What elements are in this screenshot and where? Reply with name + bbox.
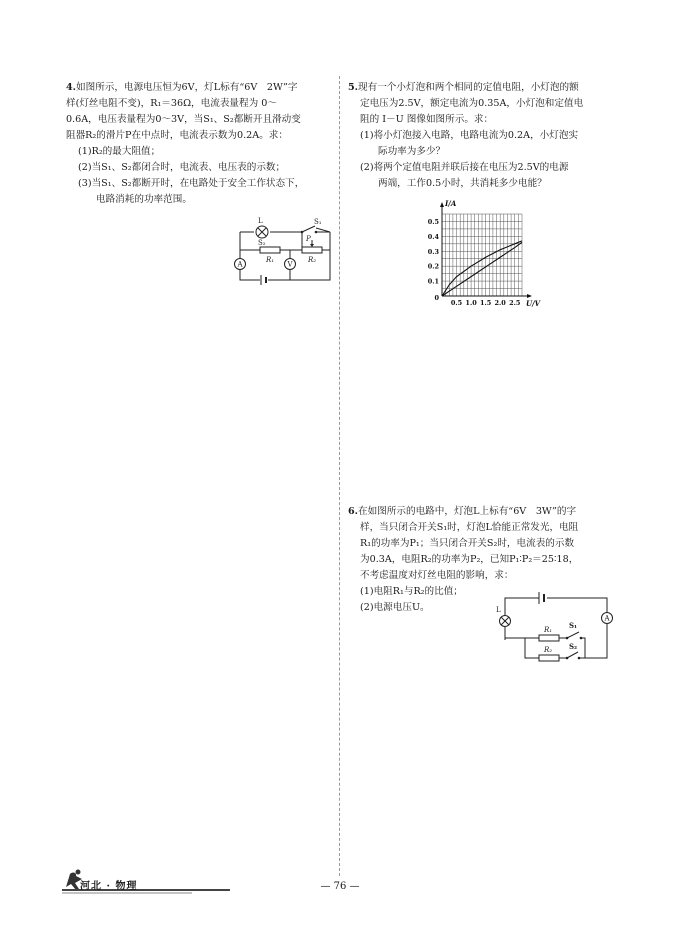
q4-label-voltmeter: V (287, 260, 293, 269)
question-4-line (66, 80, 334, 96)
question-5-line: 定电压为2.5V，额定电流为0.35A，小灯泡和定值电 (360, 98, 584, 109)
footer-brand: 河北 · 物理 (80, 881, 138, 892)
question-5-part-1: (1)将小灯泡接入电路，电路电流为0.2A，小灯泡实 (360, 130, 579, 141)
question-5-part-2-cont: 两端，工作0.5小时，共消耗多少电能？ (378, 178, 547, 189)
q4-label-s1: S₁ (314, 218, 322, 226)
question-4-line: 0.6A，电压表量程为0～3V，当S₁、S₂都断开且滑动变 (66, 114, 301, 125)
question-4-part-3-cont: 电路消耗的功率范围。 (96, 194, 192, 205)
question-6-line: 不考虑温度对灯丝电阻的影响，求： (360, 570, 514, 581)
q6-label-r1: R₁ (544, 626, 553, 634)
resistor-r1-icon (260, 247, 280, 253)
question-4-line: 阻器R₂的滑片P在中点时，电流表示数为0.2A。求： (66, 130, 288, 141)
question-6-part-2: (2)电源电压U。 (360, 602, 430, 613)
switch-s1-icon (302, 226, 315, 232)
rheostat-r2-icon (302, 247, 322, 253)
x-tick-label: 0.5 (450, 299, 463, 307)
question-4-part-3: (3)当S₁、S₂都断开时，在电路处于安全工作状态下， (78, 178, 305, 189)
q6-circuit-diagram (495, 588, 615, 660)
question-4-number: 4. (66, 82, 77, 93)
resistor-r2-icon (539, 655, 559, 661)
q4-label-r2: R₂ (308, 256, 317, 264)
x-tick-label: 2.0 (494, 299, 506, 307)
q5-text: 现有一个小灯泡和两个相同的定值电阻，小灯泡的额 (358, 82, 579, 93)
x-axis-arrow (527, 294, 532, 298)
question-6-line (348, 504, 620, 520)
question-4 (66, 80, 334, 208)
switch-s2-icon (567, 652, 578, 658)
switch-s1-icon (567, 632, 579, 638)
q6-label-s1: S₁ (569, 621, 578, 630)
page-number: — 76 — (320, 881, 360, 892)
q6-label-ammeter: A (604, 614, 610, 623)
x-axis-label: U/V (526, 299, 541, 308)
question-6-line: 样，当只闭合开关S₁时，灯泡L恰能正常发光，电阻 (360, 522, 579, 533)
y-tick-label: 0.2 (427, 262, 439, 271)
q4-label-ammeter: A (237, 260, 243, 269)
origin-label: 0 (434, 294, 439, 302)
q6-label-lamp: L (496, 606, 501, 614)
y-tick-label: 0.5 (427, 217, 439, 226)
q4-label-p: P (306, 235, 311, 243)
question-5-line: 阻的 I－U 图像如图所示。求： (360, 114, 494, 125)
q6-label-r2: R₂ (544, 646, 553, 654)
resistor-r1-icon (539, 635, 559, 641)
x-tick-label: 2.5 (509, 299, 521, 307)
x-tick-label: 1.5 (479, 299, 492, 307)
y-axis-label: I/A (445, 199, 457, 208)
question-5-number: 5. (348, 82, 359, 93)
question-6-line: R₁的功率为P₁；当只闭合开关S₂时，电流表的示数 (360, 538, 575, 549)
column-divider (339, 76, 340, 876)
question-4-part-2: (2)当S₁、S₂都闭合时，电流表、电压表的示数； (78, 162, 286, 173)
y-tick-label: 0.4 (427, 232, 439, 241)
x-tick-label: 1.0 (465, 299, 477, 307)
y-axis-arrow (440, 202, 444, 207)
question-6-part-1: (1)电阻R₁与R₂的比值； (360, 586, 463, 597)
question-5-line (348, 80, 620, 96)
question-5-part-2: (2)将两个定值电阻并联后接在电压为2.5V的电源 (360, 162, 569, 173)
question-4-part-1: (1)R₂的最大阻值； (78, 146, 161, 157)
q4-text: 如图所示，电源电压恒为6V，灯L标有“6V 2W”字 (76, 82, 298, 93)
q4-label-lamp: L (258, 217, 263, 225)
question-5 (348, 80, 620, 192)
q4-circuit-diagram (230, 217, 335, 282)
y-tick-label: 0.3 (427, 247, 439, 256)
q4-label-r1: R₁ (266, 256, 275, 264)
q6-text: 在如图所示的电路中，灯泡L上标有“6V 3W”的字 (358, 506, 577, 517)
q4-label-s2: S₂ (258, 239, 266, 247)
q6-label-s2: S₂ (569, 642, 578, 651)
y-tick-label: 0.1 (427, 277, 439, 286)
question-6-line: 为0.3A，电阻R₂的功率为P₂，已知P₁∶P₂＝25∶18， (360, 554, 579, 565)
iu-chart (418, 199, 541, 312)
question-5-part-1-cont: 际功率为多少？ (378, 146, 446, 157)
question-4-line: 样(灯丝电阻不变)，R₁＝36Ω，电流表量程为 0～ (66, 98, 277, 109)
question-6-number: 6. (348, 506, 359, 517)
